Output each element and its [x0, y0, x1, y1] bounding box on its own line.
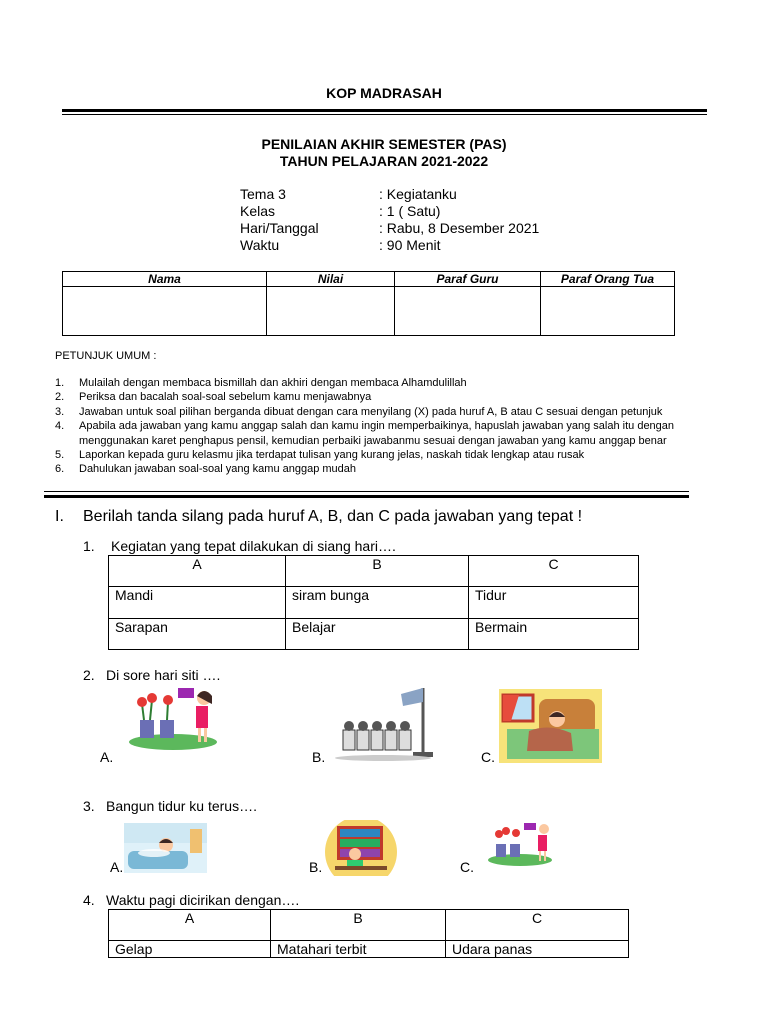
- child-studying-illustration[interactable]: [325, 820, 397, 876]
- info-label-tanggal: Hari/Tanggal: [240, 220, 319, 236]
- q1-answer-table: [108, 555, 639, 650]
- grade-header-nilai: Nilai: [267, 272, 395, 287]
- q4-header-c: C: [446, 910, 629, 941]
- q4-number: 4.: [83, 892, 95, 908]
- grade-header-paraf-orang-tua: Paraf Orang Tua: [541, 272, 675, 287]
- q2-option-a[interactable]: A.: [100, 749, 114, 765]
- petunjuk-title: PETUNJUK UMUM :: [55, 350, 157, 362]
- grade-cell-nilai[interactable]: [267, 287, 395, 336]
- q1-header-a: A: [109, 556, 286, 587]
- q1-option-c2[interactable]: Bermain: [469, 619, 639, 650]
- info-label-kelas: Kelas: [240, 203, 276, 219]
- header-divider-thick: [62, 109, 707, 112]
- q4-answer-table: [108, 909, 629, 958]
- q1-option-a2[interactable]: Sarapan: [109, 619, 286, 650]
- q4-option-a[interactable]: Gelap: [109, 941, 271, 958]
- info-label-waktu: Waktu: [240, 237, 280, 253]
- q1-text: Kegiatan yang tepat dilakukan di siang hari….: [111, 538, 396, 554]
- info-value-tema: : Kegiatanku: [379, 186, 457, 202]
- info-label-tema: Tema 3: [240, 186, 286, 202]
- section-divider-thin: [44, 491, 689, 492]
- q3-option-b[interactable]: B.: [309, 859, 323, 875]
- q2-number: 2.: [83, 667, 95, 683]
- q1-option-b2[interactable]: Belajar: [286, 619, 469, 650]
- list-item: 2. Periksa dan bacalah soal-soal sebelum kamu menjawabnya: [55, 391, 372, 404]
- section-divider-thick: [44, 495, 689, 498]
- grade-cell-paraf-guru[interactable]: [395, 287, 541, 336]
- child-bathing-illustration[interactable]: [124, 823, 207, 873]
- q3-number: 3.: [83, 798, 95, 814]
- list-item: 1. Mulailah dengan membaca bismillah dan akhiri dengan membaca Alhamdulillah: [55, 377, 467, 389]
- q2-option-b[interactable]: B.: [312, 749, 326, 765]
- list-item: 3. Jawaban untuk soal pilihan berganda dibuat dengan cara menyilang (X) pada huruf A, B atau C sesuai dengan petunjuk: [55, 405, 663, 418]
- q2-text: Di sore hari siti ….: [106, 667, 221, 683]
- section-number: I.: [55, 508, 64, 525]
- list-item: 5. Laporkan kepada guru kelasmu jika terdapat tulisan yang kurang jelas, naskah tidak lengkap atau rusak: [55, 449, 585, 462]
- exam-title: PENILAIAN AKHIR SEMESTER (PAS): [261, 136, 507, 152]
- list-item: 4. Apabila ada jawaban yang kamu anggap salah dan kamu ingin memperbaikinya, hapuslah jawaban yang salah itu dengan menggunakan karet penghapus pensil, kemudian perbaiki jawabanmu sesuai dengan jawaban yang kamu anggap benar: [55, 420, 675, 447]
- q4-text: Waktu pagi dicirikan dengan….: [106, 892, 300, 908]
- q1-header-b: B: [286, 556, 469, 587]
- info-value-kelas: : 1 ( Satu): [379, 203, 441, 219]
- grade-header-nama: Nama: [63, 272, 267, 287]
- q1-number: 1.: [83, 538, 95, 554]
- grade-header-paraf-guru: Paraf Guru: [395, 272, 541, 287]
- grade-table: [62, 271, 675, 336]
- q1-header-c: C: [469, 556, 639, 587]
- flag-ceremony-illustration[interactable]: [333, 684, 443, 762]
- grade-cell-paraf-orang-tua[interactable]: [541, 287, 675, 336]
- q4-header-a: A: [109, 910, 271, 941]
- girl-watering-flowers-illustration[interactable]: [128, 684, 220, 752]
- q4-option-c[interactable]: Udara panas: [446, 941, 629, 958]
- list-item: 6. Dahulukan jawaban soal-soal yang kamu anggap mudah: [55, 463, 357, 476]
- info-value-waktu: : 90 Menit: [379, 237, 441, 253]
- petunjuk-list: [55, 376, 720, 477]
- kop-madrasah: KOP MADRASAH: [326, 85, 442, 101]
- info-value-tanggal: : Rabu, 8 Desember 2021: [379, 220, 540, 236]
- q4-option-b[interactable]: Matahari terbit: [271, 941, 446, 958]
- q1-option-b1[interactable]: siram bunga: [286, 587, 469, 619]
- academic-year: TAHUN PELAJARAN 2021-2022: [279, 153, 489, 169]
- q2-option-c[interactable]: C.: [481, 749, 495, 765]
- section-instruction: Berilah tanda silang pada huruf A, B, dan C pada jawaban yang tepat !: [83, 508, 583, 525]
- girl-watering-flowers-illustration[interactable]: [488, 820, 556, 866]
- q1-option-a1[interactable]: Mandi: [109, 587, 286, 619]
- child-waking-in-bed-illustration[interactable]: [499, 689, 602, 763]
- q4-header-b: B: [271, 910, 446, 941]
- header-divider-thin: [62, 114, 707, 115]
- q1-option-c1[interactable]: Tidur: [469, 587, 639, 619]
- q3-option-a[interactable]: A.: [110, 859, 124, 875]
- q3-option-c[interactable]: C.: [460, 859, 474, 875]
- grade-cell-nama[interactable]: [63, 287, 267, 336]
- q3-text: Bangun tidur ku terus….: [106, 798, 257, 814]
